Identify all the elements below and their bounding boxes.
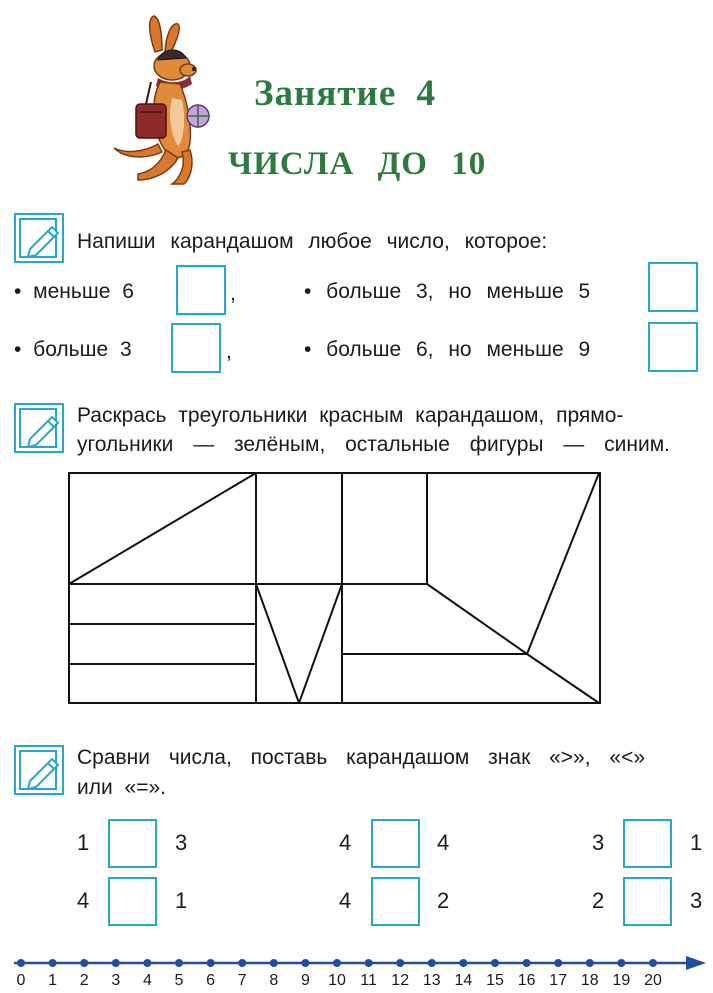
compare-left-number: 4: [339, 830, 352, 855]
number-line-label: 17: [549, 972, 568, 989]
task1-instruction: Напиши карандашом любое число, которое:: [77, 230, 548, 253]
compare-sign-box[interactable]: [108, 819, 157, 868]
number-line-tick: [554, 959, 562, 967]
number-line-label: 0: [16, 972, 26, 989]
task1-item-between-3-and-5: • больше 3, но меньше 5: [304, 280, 591, 303]
number-line-tick: [175, 959, 183, 967]
compare-left-number: 4: [77, 888, 90, 913]
number-line-tick: [238, 959, 246, 967]
number-line-tick: [80, 959, 88, 967]
number-line-tick: [491, 959, 499, 967]
number-line-label: 2: [79, 972, 89, 989]
number-line-label: 3: [111, 972, 121, 989]
number-line-label: 9: [300, 972, 310, 989]
number-line-tick: [617, 959, 625, 967]
task1-item-between-6-and-9: • больше 6, но меньше 9: [304, 338, 591, 361]
task2-instruction-line1: Раскрась треугольники красным карандашом, прямо-: [77, 404, 624, 427]
topic-title: ЧИСЛА ДО 10: [228, 146, 487, 182]
compare-right-number: 3: [175, 830, 188, 855]
pencil-in-square-icon: [14, 745, 64, 795]
lesson-title: Занятие 4: [254, 73, 437, 114]
task1-item-greater-than-3: • больше 3: [14, 338, 132, 361]
number-line-tick: [207, 959, 215, 967]
number-line-tick: [523, 959, 531, 967]
triangle-diagonal: [69, 473, 256, 584]
v-triangle-left: [256, 584, 299, 703]
number-line-label: 18: [580, 972, 599, 989]
shapes-figure: [68, 472, 604, 706]
number-line-label: 10: [328, 972, 346, 989]
answer-box[interactable]: [176, 265, 226, 315]
number-line-label: 15: [486, 972, 504, 989]
comma: ,: [226, 340, 232, 363]
comma: ,: [230, 282, 236, 305]
number-line-tick: [333, 959, 341, 967]
number-line-label: 13: [422, 972, 441, 989]
task1-item-less-than-6: • меньше 6: [14, 280, 134, 303]
number-line-label: 5: [174, 972, 184, 989]
compare-right-number: 4: [437, 830, 450, 855]
answer-box[interactable]: [648, 262, 698, 312]
number-line-tick: [649, 959, 657, 967]
number-line-label: 4: [142, 972, 152, 989]
compare-sign-box[interactable]: [623, 877, 672, 926]
compare-right-number: 2: [437, 888, 450, 913]
v-triangle-right: [299, 584, 342, 703]
number-line-label: 7: [237, 972, 247, 989]
compare-left-number: 3: [592, 830, 605, 855]
compare-left-number: 1: [77, 830, 90, 855]
compare-sign-box[interactable]: [108, 877, 157, 926]
number-line-tick: [143, 959, 151, 967]
number-line-label: 16: [517, 972, 536, 989]
outer-frame: [69, 473, 600, 703]
pencil-in-square-icon: [14, 403, 64, 453]
number-line-tick: [396, 959, 404, 967]
number-line-tick: [459, 959, 467, 967]
number-line-tick: [17, 959, 25, 967]
number-line: [0, 954, 713, 972]
number-line-tick: [49, 959, 57, 967]
answer-box[interactable]: [171, 323, 221, 373]
compare-sign-box[interactable]: [371, 819, 420, 868]
inner-diagonal: [427, 584, 527, 654]
number-line-tick: [586, 959, 594, 967]
task2-instruction-line2: угольники — зелёным, остальные фигуры — синим.: [77, 433, 670, 456]
number-line-label: 8: [269, 972, 279, 989]
number-line-tick: [365, 959, 373, 967]
number-line-tick: [428, 959, 436, 967]
compare-right-number: 3: [690, 888, 703, 913]
compare-left-number: 2: [592, 888, 605, 913]
number-line-tick: [112, 959, 120, 967]
number-line-label: 11: [360, 972, 377, 989]
number-line-label: 1: [48, 972, 58, 989]
number-line-tick: [270, 959, 278, 967]
number-line-tick: [301, 959, 309, 967]
number-line-label: 14: [454, 972, 473, 989]
number-line-label: 12: [391, 972, 410, 989]
compare-sign-box[interactable]: [623, 819, 672, 868]
kangaroo-mascot: [110, 12, 215, 187]
compare-right-number: 1: [175, 888, 188, 913]
compare-left-number: 4: [339, 888, 352, 913]
number-line-label: 20: [644, 972, 662, 989]
task3-instruction-line2: или «=».: [77, 776, 167, 799]
right-diagonal: [527, 473, 599, 654]
compare-right-number: 1: [690, 830, 703, 855]
task3-instruction-line1: Сравни числа, поставь карандашом знак «>», «<»: [77, 746, 646, 769]
answer-box[interactable]: [648, 322, 698, 372]
bottom-diagonal: [527, 654, 599, 703]
number-line-label: 6: [206, 972, 216, 989]
pencil-in-square-icon: [14, 213, 64, 263]
compare-sign-box[interactable]: [371, 877, 420, 926]
number-line-label: 19: [612, 972, 631, 989]
number-line-arrowhead: [686, 956, 706, 970]
